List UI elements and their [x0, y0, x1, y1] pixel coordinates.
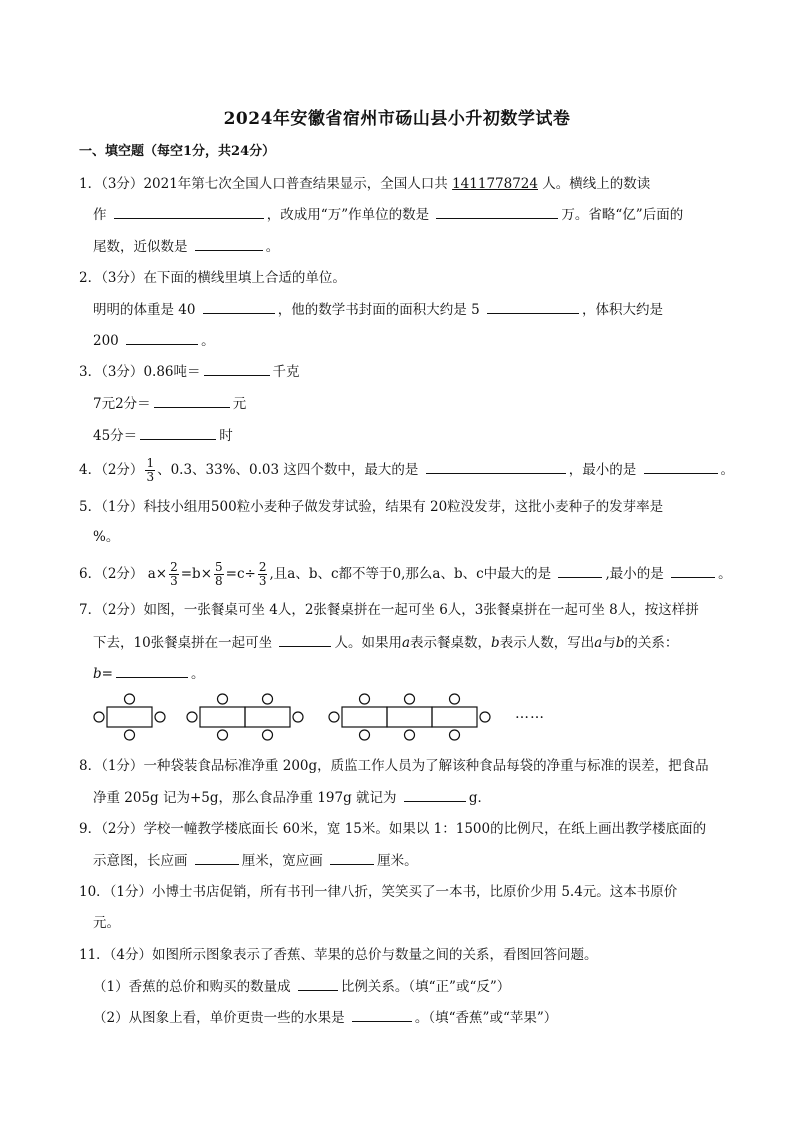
- table-rect: [342, 707, 387, 727]
- question-2-line-2: 明明的体重是 40 ，他的数学书封面的面积大约是 5 ，体积大约是: [93, 299, 663, 320]
- seat-circle: [155, 712, 165, 722]
- question-7-line-1: 7．（2分）如图，一张餐桌可坐 4人，2张餐桌拼在一起可坐 6人，3张餐桌拼在一起可坐 8人，按这样拼: [79, 602, 699, 618]
- question-8-line-2: 净重 205g 记为+5g，那么食品净重 197g 就记为 g．: [93, 787, 491, 808]
- exam-title: 2024年安徽省宿州市砀山县小升初数学试卷: [223, 109, 571, 129]
- seat-circle: [405, 694, 415, 704]
- dining-table-figure: [90, 692, 560, 742]
- question-3-line-3: 45分＝ 时: [93, 425, 233, 446]
- fraction: $\frac{2}{3}$: [170, 560, 178, 588]
- question-3-line-2: 7元2分＝ 元: [93, 393, 246, 414]
- seat-circle: [450, 730, 460, 740]
- answer-blank[interactable]: [204, 361, 270, 376]
- question-8-line-1: 8．（1分）一种袋装食品标准净重 200g，质监工作人员为了解该种食品每袋的净重与标准的误差，把食品: [79, 758, 709, 774]
- seat-circle: [94, 712, 104, 722]
- answer-blank[interactable]: [436, 204, 558, 219]
- question-4: 4．（2分） $\frac{1}{3}$ 、0.3、33%、0.03 这四个数中，最大的是 ，最小的是 。: [79, 456, 734, 484]
- question-5-line-2: %。: [93, 529, 120, 545]
- seat-circle: [125, 694, 135, 704]
- question-6: 6．（2分） a× $\frac{2}{3}$ =b× $\frac{5}{8}$ =c÷ $\frac{2}{3}$ ,且a、b、c都不等于0,那么a、b、c中最大的是 ,最小的是 。: [79, 560, 732, 588]
- seat-circle: [125, 730, 135, 740]
- answer-blank[interactable]: [426, 459, 566, 474]
- fraction: $\frac{5}{8}$: [215, 560, 223, 588]
- seat-circle: [405, 730, 415, 740]
- fraction: $\frac{1}{3}$: [146, 456, 155, 484]
- table-rect: [245, 707, 290, 727]
- table-rect: [200, 707, 245, 727]
- question-1-line-1: 1．（3分）2021年第七次全国人口普查结果显示，全国人口共 1411778724 人。横线上的数读: [79, 176, 651, 192]
- section-heading: 一、填空题（每空1分，共24分）: [79, 144, 276, 159]
- fraction: $\frac{2}{3}$: [258, 560, 267, 588]
- question-11-sub-1: （1）香蕉的总价和购买的数量成 比例关系。（填“正”或“反”）: [93, 976, 510, 997]
- answer-blank[interactable]: [404, 787, 466, 802]
- seat-circle: [450, 694, 460, 704]
- table-rect: [432, 707, 477, 727]
- question-1-line-3: 尾数，近似数是 。: [93, 236, 279, 257]
- seat-circle: [360, 694, 370, 704]
- population-number: 1411778724: [452, 176, 538, 192]
- question-2-line-1: 2．（3分）在下面的横线里填上合适的单位。: [79, 270, 346, 286]
- answer-blank[interactable]: [114, 204, 264, 219]
- seat-circle: [293, 712, 303, 722]
- ellipsis: ……: [515, 706, 545, 722]
- answer-blank[interactable]: [487, 299, 579, 314]
- question-9-line-1: 9．（2分）学校一幢教学楼底面长 60米，宽 15米。如果以 1：1500的比例尺，在纸上画出教学楼底面的: [79, 821, 707, 837]
- seat-circle: [187, 712, 197, 722]
- question-11-sub-2: （2）从图象上看，单价更贵一些的水果是 。（填“香蕉”或“苹果”）: [93, 1007, 557, 1028]
- answer-blank[interactable]: [279, 632, 331, 647]
- seat-circle: [329, 712, 339, 722]
- seat-circle: [480, 712, 490, 722]
- question-10-line-1: 10．（1分）小博士书店促销，所有书刊一律八折，笑笑买了一本书，比原价少用 5.4元。这本书原价: [79, 884, 678, 900]
- question-2-line-3: 200 。: [93, 330, 215, 351]
- answer-blank[interactable]: [671, 563, 715, 578]
- answer-blank[interactable]: [126, 330, 198, 345]
- question-1-line-2: 作 ，改成用“万”作单位的数是 万。省略“亿”后面的: [93, 204, 683, 225]
- seat-circle: [263, 730, 273, 740]
- answer-blank[interactable]: [298, 976, 338, 991]
- table-rect: [387, 707, 432, 727]
- seat-circle: [360, 730, 370, 740]
- answer-blank[interactable]: [644, 459, 718, 474]
- answer-blank[interactable]: [195, 850, 239, 865]
- seat-circle: [218, 694, 228, 704]
- seat-circle: [263, 694, 273, 704]
- seat-circle: [218, 730, 228, 740]
- answer-blank[interactable]: [558, 563, 602, 578]
- question-7-line-3: b= 。: [93, 663, 204, 684]
- answer-blank[interactable]: [203, 299, 275, 314]
- answer-blank[interactable]: [154, 393, 230, 408]
- table-rect: [107, 707, 152, 727]
- question-10-line-2: 元。: [93, 915, 120, 931]
- question-5-line-1: 5．（1分）科技小组用500粒小麦种子做发芽试验，结果有 20粒没发芽，这批小麦种子的发芽率是: [79, 499, 664, 515]
- answer-blank[interactable]: [352, 1007, 412, 1022]
- question-3-line-1: 3．（3分）0.86吨＝ 千克: [79, 361, 300, 382]
- question-7-line-2: 下去，10张餐桌拼在一起可坐 人。如果用a表示餐桌数，b表示人数，写出a与b的关系：: [93, 632, 678, 653]
- question-9-line-2: 示意图，长应画 厘米，宽应画 厘米。: [93, 850, 418, 871]
- answer-blank[interactable]: [116, 663, 188, 678]
- answer-blank[interactable]: [195, 236, 263, 251]
- answer-blank[interactable]: [330, 850, 374, 865]
- answer-blank[interactable]: [140, 425, 216, 440]
- question-11-line-1: 11．（4分）如图所示图象表示了香蕉、苹果的总价与数量之间的关系，看图回答问题。: [79, 947, 598, 963]
